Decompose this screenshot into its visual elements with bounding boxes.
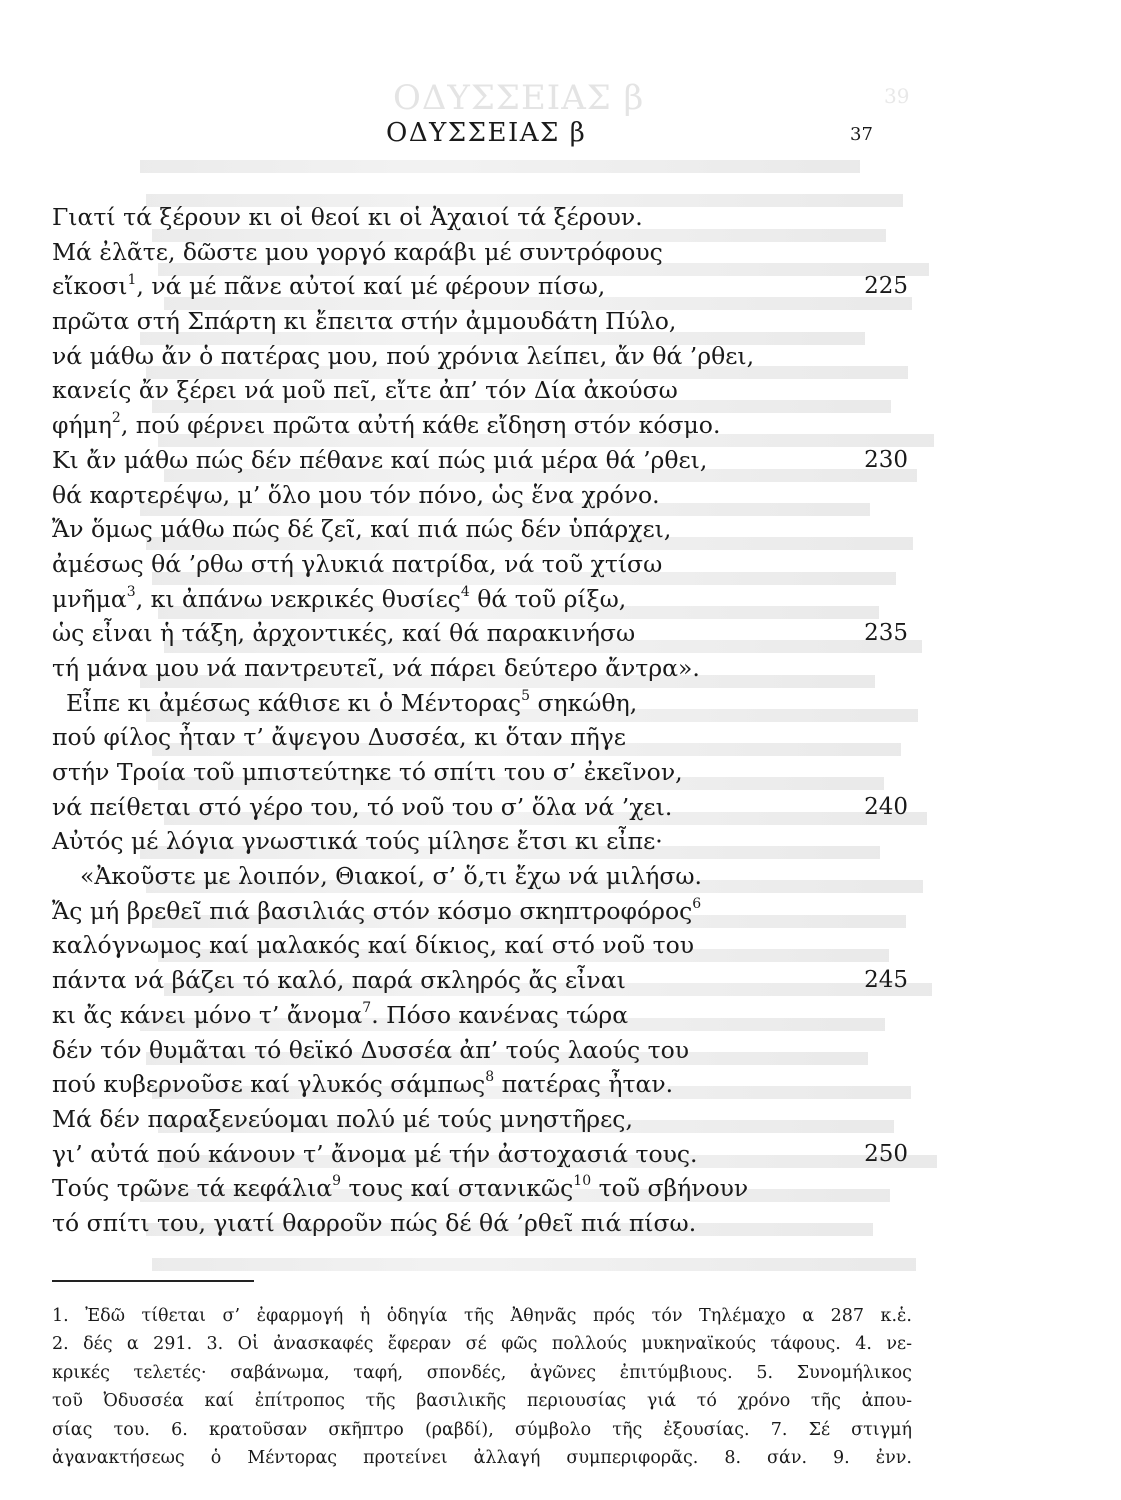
ghost-page-number: 39 <box>884 84 910 108</box>
footnote-divider <box>52 1280 254 1282</box>
verse-text: «Ἀκοῦστε με λοιπόν, Θιακοί, σ’ ὅ,τι ἔχω νά μιλήσω. <box>80 862 703 891</box>
footnote-line: 2. δές α 291. 3. Οἱ ἀνασκαφές ἔφεραν σέ φῶς πολλούς μυκηναϊκούς τάφους. 4. νε- <box>52 1334 912 1355</box>
verse-text: ὡς εἶναι ἡ τάξη, ἀρχοντικές, καί θά παρακινήσω <box>52 619 636 648</box>
footnote-marker: 8 <box>485 1069 495 1086</box>
footnote-marker: 6 <box>692 895 702 912</box>
verse-line <box>52 998 912 1033</box>
verse-line <box>52 408 912 443</box>
verse-line <box>52 1033 912 1068</box>
footnote-marker: 7 <box>362 999 372 1016</box>
verse-text: μνῆμα$^3$, κι ἀπάνω νεκρικές θυσίες$^4$ θά τοῦ ρίξω, <box>52 583 627 613</box>
verse-line <box>52 894 912 929</box>
verse-line <box>52 1067 912 1102</box>
verse-text: γι’ αὐτά πού κάνουν τ’ ἄνομα μέ τήν ἀστοχασιά τους. <box>52 1139 698 1168</box>
verse-line <box>52 443 912 478</box>
verse-text: θά καρτερέψω, μ’ ὅλο μου τόν πόνο, ὡς ἕνα χρόνο. <box>52 480 660 509</box>
footnote-marker: 2 <box>111 410 121 427</box>
footnote-marker: 4 <box>460 583 470 600</box>
ghost-text-line <box>140 160 860 173</box>
verse-text: πού φίλος ἦταν τ’ ἄψεγου Δυσσέα, κι ὅταν πῆγε <box>52 723 626 752</box>
footnotes <box>52 1302 912 1472</box>
verse-line <box>52 339 912 374</box>
verse-text: Γιατί τά ξέρουν κι οἱ θεοί κι οἱ Ἀχαιοί τά ξέρουν. <box>52 203 643 231</box>
footnote-marker: 1 <box>127 271 137 288</box>
line-number: 250 <box>864 1140 908 1167</box>
verse-line <box>52 200 912 235</box>
footnote-line: τοῦ Ὀδυσσέα καί ἐπίτροπος τῆς βασιλικῆς περιουσίας γιά τό χρόνο τῆς ἀπου- <box>52 1391 912 1412</box>
verse-text: Μά ἐλᾶτε, δῶστε μου γοργό καράβι μέ συντρόφους <box>52 237 663 266</box>
verse-text: φήμη$^2$, πού φέρνει πρῶτα αὐτή κάθε εἴδηση στόν κόσμο. <box>52 410 721 440</box>
verse-line <box>52 720 912 755</box>
verse-text: δέν τόν θυμᾶται τό θεϊκό Δυσσέα ἀπ’ τούς λαούς του <box>52 1035 690 1064</box>
verse-line <box>52 1102 912 1137</box>
verse-text: Τούς τρῶνε τά κεφάλια$^9$ τους καί στανικῶς$^{10}$ τοῦ σβήνουν <box>52 1173 749 1203</box>
verse-text: Εἶπε κι ἀμέσως κάθισε κι ὁ Μέντορας$^5$ σηκώθη, <box>66 687 638 717</box>
verse-line <box>52 304 912 339</box>
verse-text: κανείς ἄν ξέρει νά μοῦ πεῖ, εἴτε ἀπ’ τόν Δία ἀκούσω <box>52 376 678 405</box>
verse-text: καλόγνωμος καί μαλακός καί δίκιος, καί στό νοῦ του <box>52 931 695 960</box>
verse-text: τή μάνα μου νά παντρευτεῖ, νά πάρει δεύτερο ἄντρα». <box>52 653 700 682</box>
verse-text: εἴκοσι$^1$, νά μέ πᾶνε αὐτοί καί μέ φέρουν πίσω, <box>52 271 606 301</box>
ghost-title: ΟΔΥΣΣΕΙΑΣ β <box>393 78 645 118</box>
verse-text: κι ἄς κάνει μόνο τ’ ἄνομα$^7$. Πόσο κανένας τώρα <box>52 999 629 1029</box>
verse-line <box>52 928 912 963</box>
page-number: 37 <box>850 124 873 145</box>
verse-text: πρῶτα στή Σπάρτη κι ἔπειτα στήν ἀμμουδάτη Πύλο, <box>52 307 677 336</box>
verse-text: πού κυβερνοῦσε καί γλυκός σάμπως$^8$ πατέρας ἦταν. <box>52 1069 674 1099</box>
verse-line <box>52 547 912 582</box>
verse-line <box>52 269 912 304</box>
verse-text: νά πείθεται στό γέρο του, τό νοῦ του σ’ ὅλα νά ’χει. <box>52 792 673 821</box>
verse-text: πάντα νά βάζει τό καλό, παρά σκληρός ἄς εἶναι <box>52 966 626 995</box>
verse-text: τό σπίτι του, γιατί θαρροῦν πώς δέ θά ’ρθεῖ πιά πίσω. <box>52 1208 697 1237</box>
footnote-line: 1. Ἐδῶ τίθεται σ’ ἐφαρμογή ἡ ὁδηγία τῆς Ἀθηνᾶς πρός τόν Τηλέμαχο α 287 κ.ἑ. <box>52 1306 912 1326</box>
verse-block <box>52 200 912 1241</box>
footnote-marker: 9 <box>332 1173 342 1190</box>
verse-line <box>52 859 912 894</box>
verse-text: Κι ἄν μάθω πώς δέν πέθανε καί πώς μιά μέρα θά ’ρθει, <box>52 445 708 474</box>
line-number: 235 <box>864 620 908 647</box>
verse-line <box>52 824 912 859</box>
footnote-marker: 3 <box>126 583 136 600</box>
line-number: 240 <box>864 793 908 820</box>
verse-line <box>52 755 912 790</box>
footnote-marker: 5 <box>521 687 531 704</box>
page-title: ΟΔΥΣΣΕΙΑΣ β <box>386 118 587 148</box>
line-number: 225 <box>864 273 908 300</box>
verse-text: Μά δέν παραξενεύομαι πολύ μέ τούς μνηστῆρες, <box>52 1104 633 1133</box>
verse-line <box>52 373 912 408</box>
verse-text: νά μάθω ἄν ὁ πατέρας μου, πού χρόνια λείπει, ἄν θά ’ρθει, <box>52 341 755 370</box>
verse-line <box>52 616 912 651</box>
footnote-line: ἀγανακτήσεως ὁ Μέντορας προτείνει ἀλλαγή συμπεριφορᾶς. 8. σάν. 9. ἐνν. <box>52 1447 912 1468</box>
verse-text: Ἄς μή βρεθεῖ πιά βασιλιάς στόν κόσμο σκηπτροφόρος$^6$ <box>52 895 702 925</box>
verse-text: Αὐτός μέ λόγια γνωστικά τούς μίλησε ἔτσι κι εἶπε· <box>52 827 663 856</box>
verse-line <box>52 1206 912 1241</box>
ghost-text-line <box>152 1258 916 1271</box>
verse-text: στήν Τροία τοῦ μπιστεύτηκε τό σπίτι του σ’ ἐκεῖνον, <box>52 758 683 786</box>
page-header <box>0 118 1121 158</box>
verse-line <box>52 1171 912 1206</box>
footnote-line: κρικές τελετές· σαβάνωμα, ταφή, σπονδές, ἀγῶνες ἐπιτύμβιους. 5. Συνομήλικος <box>52 1362 912 1383</box>
line-number: 245 <box>864 967 908 994</box>
verse-line <box>52 651 912 686</box>
verse-line <box>52 790 912 825</box>
verse-line <box>52 512 912 547</box>
verse-line <box>52 1137 912 1172</box>
verse-text: Ἄν ὅμως μάθω πώς δέ ζεῖ, καί πιά πώς δέν ὑπάρχει, <box>52 515 672 544</box>
footnote-marker: 10 <box>573 1173 592 1190</box>
verse-line <box>52 478 912 513</box>
verse-line <box>52 963 912 998</box>
verse-line <box>52 235 912 270</box>
verse-text: ἀμέσως θά ’ρθω στή γλυκιά πατρίδα, νά τοῦ χτίσω <box>52 549 663 578</box>
line-number: 230 <box>864 446 908 473</box>
verse-line <box>52 582 912 617</box>
verse-line <box>52 686 912 721</box>
footnote-line: σίας του. 6. κρατοῦσαν σκῆπτρο (ραβδί), σύμβολο τῆς ἐξουσίας. 7. Σέ στιγμή <box>52 1419 912 1440</box>
